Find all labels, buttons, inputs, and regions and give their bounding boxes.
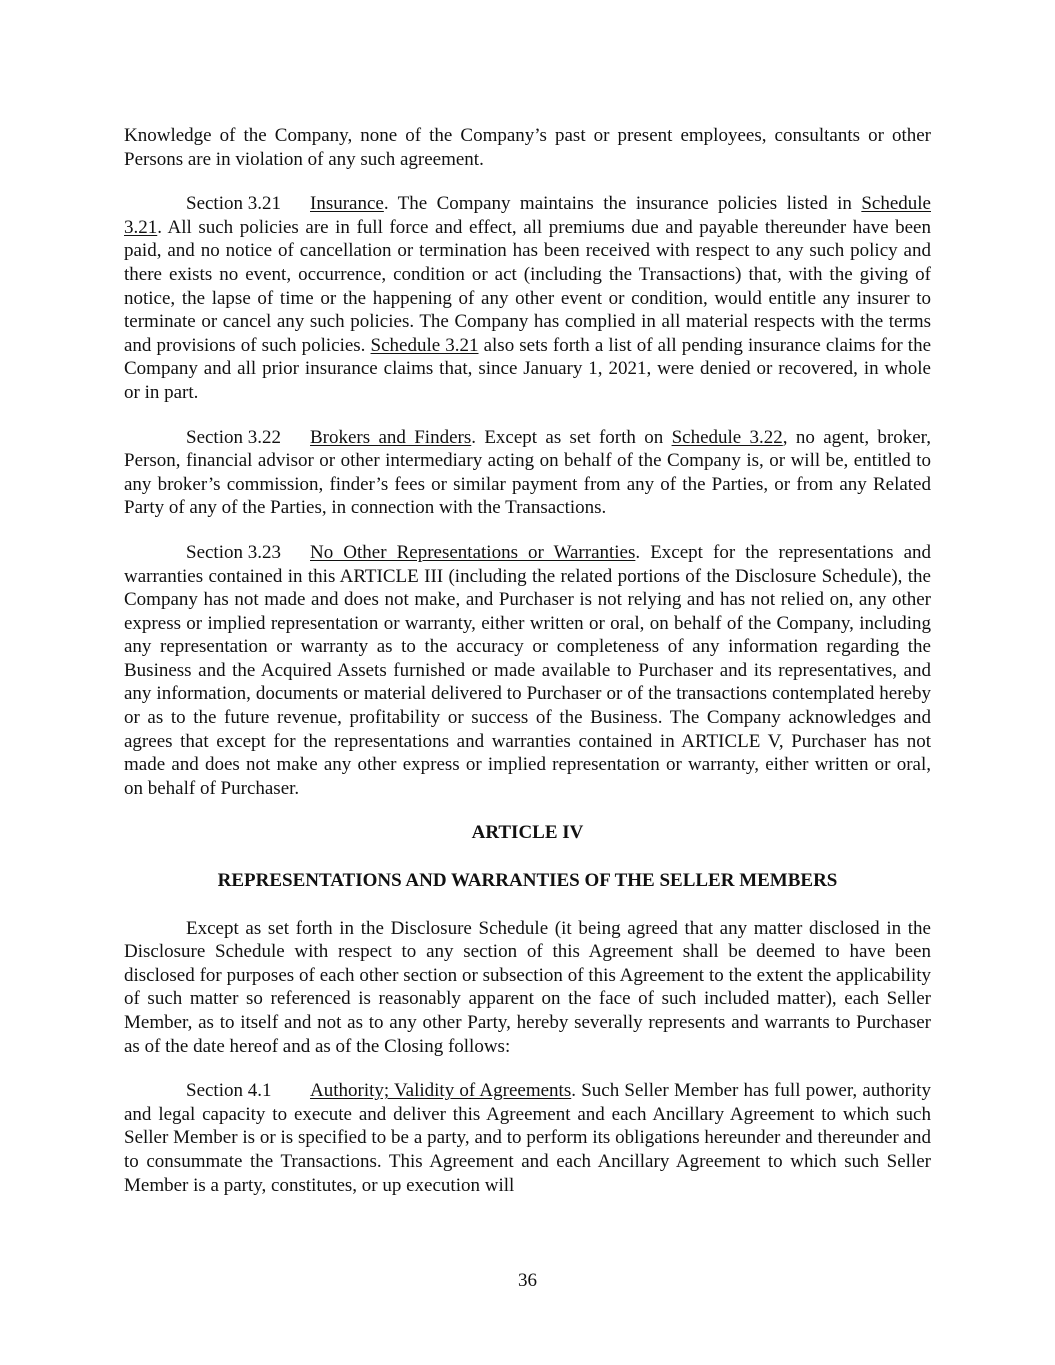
article-intro: Except as set forth in the Disclosure Schedule (it being agreed that any matter disclosed in the Disclosure Schedule with respect to any section of this Agreement shall be deemed to have been disclosed for purposes of each other section or subsection of this Agreement to the extent the applicability of such matter so referenced is reasonably apparent on the face of such included matter), each Seller Member, as to itself and not as to any other Party, hereby severally represents and warrants to Purchaser as of the date hereof and as of the Closing follows:: [124, 917, 931, 1057]
section-4-1: Section 4.1 Authority; Validity of Agreements. Such Seller Member has full power, authority and legal capacity to execute and deliver this Agreement and each Ancillary Agreement to which such Seller Member is or is specified to be a party, and to perform its obligations hereunder and thereunder and to consummate the Transactions. This Agreement and each Ancillary Agreement to which such Seller Member is a party, constitutes, or up execution will: [124, 1080, 932, 1196]
section-title: Brokers and Finders: [310, 426, 472, 448]
section-title: No Other Representations or Warranties: [310, 541, 636, 563]
schedule-reference: Schedule 3.21: [370, 334, 479, 356]
article-subtitle: REPRESENTATIONS AND WARRANTIES OF THE SELLER MEMBERS: [217, 870, 838, 892]
section-number: Section 3.23: [186, 541, 281, 563]
page-number: 36: [518, 1270, 537, 1291]
section-title: Insurance: [310, 193, 384, 215]
article-title: ARTICLE IV: [471, 822, 584, 844]
paragraph-continuation: Knowledge of the Company, none of the Company’s past or present employees, consultants or other Persons are in violation of any such agreement.: [124, 125, 931, 170]
section-number: Section 4.1: [186, 1080, 272, 1102]
section-3-21: Section 3.21 Insurance. The Company maintains the insurance policies listed in Schedule 3.21. All such policies are in full force and effect, all premiums due and payable thereunder have been paid, and no notice of cancellation or termination has been received with respect to any such policy and there exists no event, occurrence, condition or act (including the Transactions) that, with the giving of notice, the lapse of time or the happening of any other event or condition, would entitle any insurer to terminate or cancel any such policies. The Company has complied in all material respects with the terms and provisions of such policies. Schedule 3.21 also sets forth a list of all pending insurance claims for the Company and all prior insurance claims that, since January 1, 2021, were denied or recovered, in whole or in part.: [124, 193, 931, 403]
schedule-reference: Schedule 3.22: [671, 426, 783, 448]
document-page: [124, 124, 931, 1218]
section-title: Authority; Validity of Agreements: [310, 1080, 572, 1102]
section-number: Section 3.21: [186, 193, 281, 215]
schedule-reference: Schedule 3.21: [124, 193, 931, 238]
section-number: Section 3.22: [186, 426, 281, 448]
section-3-22: Section 3.22 Brokers and Finders. Except as set forth on Schedule 3.22, no agent, broker, Person, financial advisor or other intermediary acting on behalf of the Company is, or will be, entitled to any broker’s commission, finder’s fees or similar payment from any of the Parties, or from any Related Party of any of the Parties, in connection with the Transactions.: [124, 426, 931, 519]
section-3-23: Section 3.23 No Other Representations or Warranties. Except for the representations and warranties contained in this ARTICLE III (including the related portions of the Disclosure Schedule), the Company has not made and does not make, and Purchaser is not relying and has not relied on, any other express or implied representation or warranty, either written or oral, on behalf of the Company, including any representation or warranty as to the accuracy or completeness of any information regarding the Business and the Acquired Assets furnished or made available to Purchaser and its representatives, and any information, documents or material delivered to Purchaser or of the transactions contemplated hereby or as to the future revenue, profitability or success of the Business. The Company acknowledges and agrees that except for the representations and warranties contained in ARTICLE V, Purchaser has not made and does not make any other express or implied representation or warranty, either written or oral, on behalf of Purchaser.: [124, 541, 932, 799]
